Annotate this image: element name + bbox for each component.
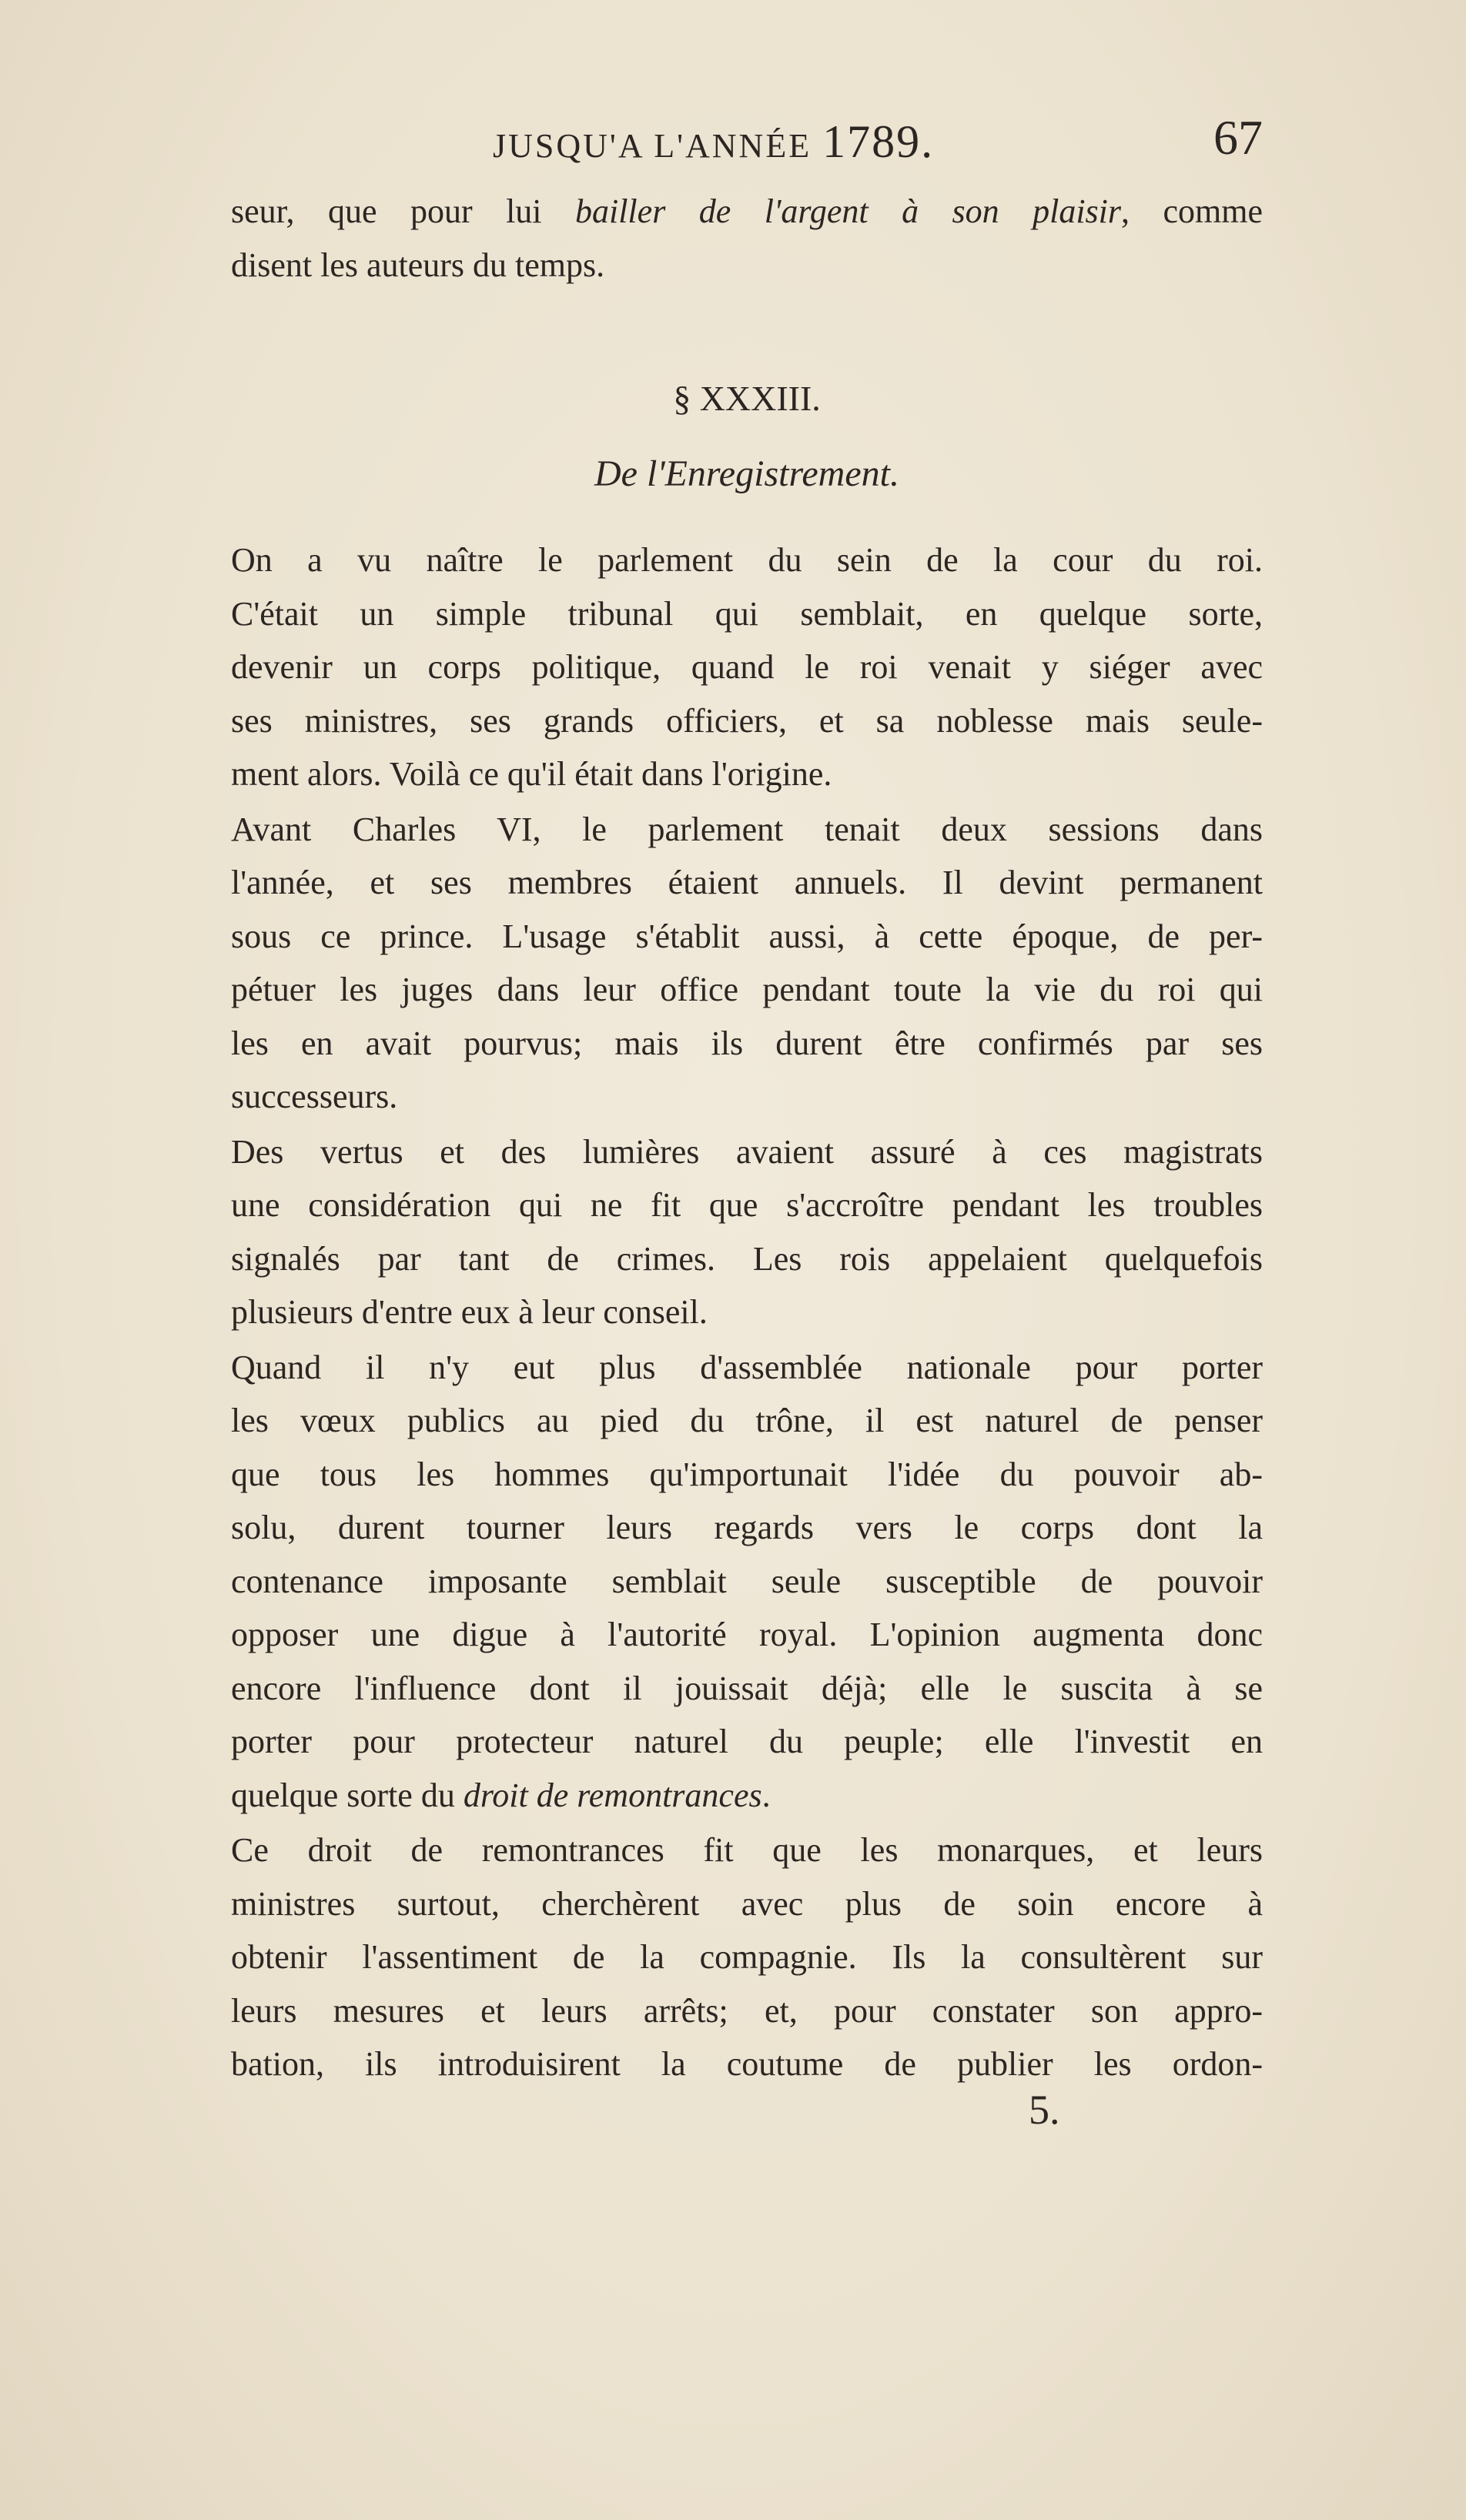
text-line: contenance imposante semblait seule susceptible de pouvoir: [231, 1562, 1263, 1600]
text-line: que tous les hommes qu'importunait l'idée du pouvoir ab-: [231, 1455, 1263, 1493]
text-line: solu, durent tourner leurs regards vers le corps dont la: [231, 1509, 1263, 1546]
section-number: § XXXIII.: [673, 379, 821, 418]
continuation-paragraph: [231, 185, 1263, 292]
text-line: obtenir l'assentiment de la compagnie. Ils la consultèrent sur: [231, 1938, 1263, 1976]
text-line: pétuer les juges dans leur office pendant toute la vie du roi qui: [231, 971, 1263, 1008]
text-line: Quand il n'y eut plus d'assemblée nationale pour porter: [231, 1348, 1263, 1386]
text-line: opposer une digue à l'autorité royal. L'opinion augmenta donc: [231, 1616, 1263, 1653]
text-line: encore l'influence dont il jouissait déjà; elle le suscita à se: [231, 1669, 1263, 1707]
text-line: leurs mesures et leurs arrêts; et, pour constater son appro-: [231, 1991, 1263, 2030]
text-line: disent les auteurs du temps.: [231, 246, 605, 284]
text-line: une considération qui ne fit que s'accroître pendant les troubles: [231, 1186, 1263, 1224]
page-header: [231, 110, 1263, 177]
text-line: porter pour protecteur naturel du peuple; elle l'investit en: [231, 1723, 1263, 1760]
text-line: devenir un corps politique, quand le roi venait y siéger avec: [231, 648, 1263, 686]
signature-mark: 5.: [1029, 2087, 1060, 2133]
text-line: ses ministres, ses grands officiers, et sa noblesse mais seule-: [231, 701, 1263, 740]
text-run: , comme: [1121, 192, 1263, 230]
text-run: seur, que pour lui: [231, 192, 575, 230]
italic-phrase: bailler de l'argent à son plaisir: [574, 192, 1122, 230]
body-text: [231, 183, 1263, 2091]
text-line: bation, ils introduisirent la coutume de publier les ordon-: [231, 2045, 1263, 2083]
paragraph-4: [231, 1341, 1263, 1823]
text-line: [231, 185, 1263, 239]
text-line: plusieurs d'entre eux à leur conseil.: [231, 1293, 708, 1331]
text-line: les en avait pourvus; mais ils durent être confirmés par ses: [231, 1024, 1263, 1062]
text-line: les vœux publics au pied du trône, il est naturel de penser: [231, 1402, 1263, 1439]
text-run: quelque sorte du: [231, 1776, 464, 1814]
text-line: successeurs.: [231, 1078, 398, 1115]
text-line: [231, 1769, 1263, 1823]
text-line: signalés par tant de crimes. Les rois appelaient quelquefois: [231, 1239, 1263, 1278]
paragraph-2: [231, 803, 1263, 1124]
text-line: l'année, et ses membres étaient annuels. Il devint permanent: [231, 864, 1263, 901]
text-line: sous ce prince. L'usage s'établit aussi, à cette époque, de per-: [231, 917, 1263, 955]
text-line: Des vertus et des lumières avaient assuré à ces magistrats: [231, 1132, 1263, 1171]
page-number: 67: [1213, 110, 1263, 165]
text-line: ment alors. Voilà ce qu'il était dans l'origine.: [231, 755, 832, 793]
text-line: C'était un simple tribunal qui semblait, en quelque sorte,: [231, 594, 1263, 633]
running-title: [493, 115, 934, 169]
running-title-text: JUSQU'A L'ANNÉE: [493, 127, 812, 165]
running-title-year: 1789.: [822, 116, 935, 167]
section-title: De l'Enregistrement.: [594, 453, 899, 494]
paragraph-1: [231, 533, 1263, 801]
text-run: .: [761, 1776, 771, 1814]
text-line: ministres surtout, cherchèrent avec plus de soin encore à: [231, 1884, 1263, 1923]
text-line: Avant Charles VI, le parlement tenait deux sessions dans: [231, 810, 1263, 848]
paragraph-3: [231, 1125, 1263, 1339]
italic-phrase: droit de remontrances: [463, 1776, 762, 1814]
text-line: On a vu naître le parlement du sein de la cour du roi.: [231, 541, 1263, 579]
paragraph-5: [231, 1823, 1263, 2091]
text-line: Ce droit de remontrances fit que les monarques, et leurs: [231, 1831, 1263, 1869]
